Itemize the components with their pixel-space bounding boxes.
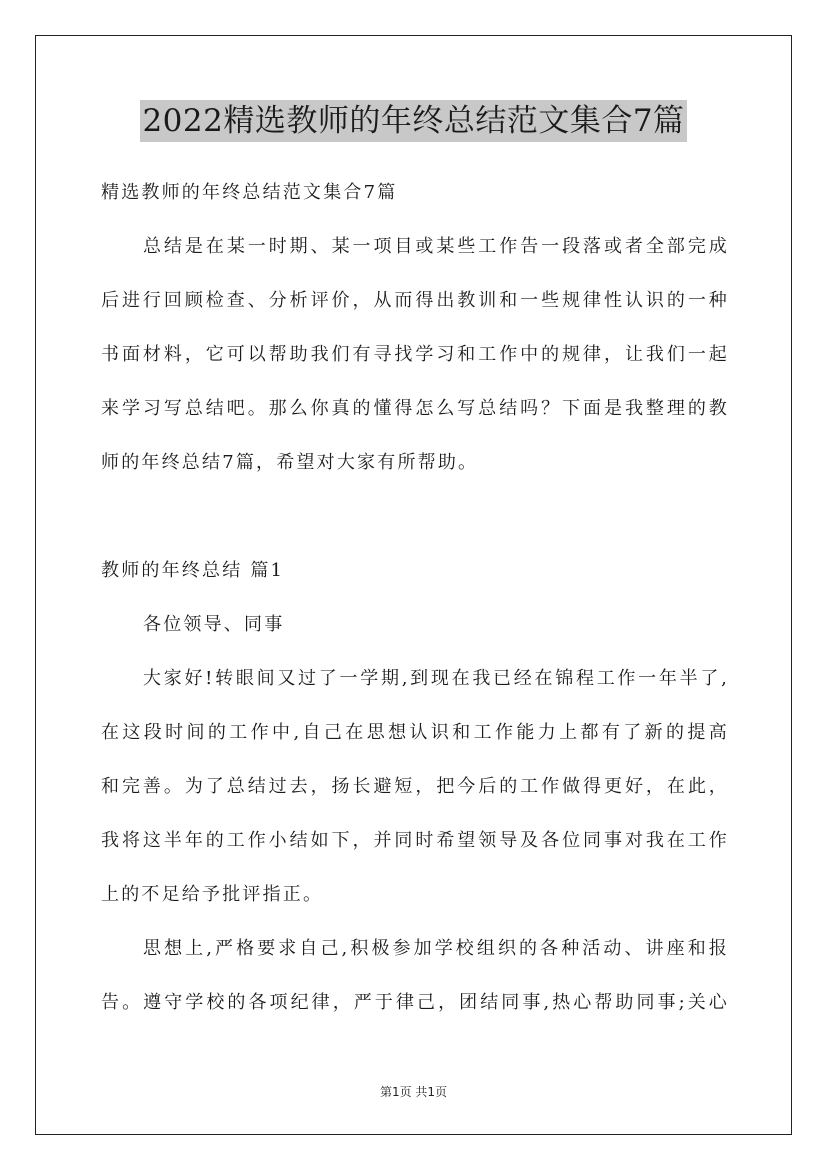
paragraph-line: 告。遵守学校的各项纪律，严于律己，团结同事,热心帮助同事;关心	[101, 992, 729, 1013]
salutation: 各位领导、同事	[143, 614, 285, 635]
intro-line: 总结是在某一时期、某一项目或某些工作告一段落或者全部完成	[143, 236, 729, 257]
document-subtitle: 精选教师的年终总结范文集合7篇	[101, 182, 398, 203]
document-body	[101, 175, 729, 1021]
paragraph-1	[101, 661, 729, 913]
intro-line: 后进行回顾检查、分析评价，从而得出教训和一些规律性认识的一种	[101, 290, 729, 311]
paragraph-line: 上的不足给予批评指正。	[101, 884, 324, 905]
intro-paragraph	[101, 229, 729, 481]
paragraph-line: 和完善。为了总结过去，扬长避短，把今后的工作做得更好，在此，	[101, 776, 729, 797]
page-footer: 第1页 共1页	[379, 1085, 448, 1099]
paragraph-line: 我将这半年的工作小结如下，并同时希望领导及各位同事对我在工作	[101, 830, 729, 851]
paragraph-line: 在这段时间的工作中,自己在思想认识和工作能力上都有了新的提高	[101, 722, 729, 743]
paragraph-2	[101, 931, 729, 1021]
paragraph-line: 大家好!转眼间又过了一学期,到现在我已经在锦程工作一年半了,	[143, 668, 729, 689]
paragraph-line: 思想上,严格要求自己,积极参加学校组织的各种活动、讲座和报	[143, 938, 729, 959]
intro-line: 书面材料，它可以帮助我们有寻找学习和工作中的规律，让我们一起	[101, 344, 729, 365]
intro-line: 师的年终总结7篇，希望对大家有所帮助。	[101, 452, 479, 473]
section-heading: 教师的年终总结 篇1	[101, 560, 285, 581]
intro-line: 来学习写总结吧。那么你真的懂得怎么写总结吗？下面是我整理的教	[101, 398, 729, 419]
document-title-wrap	[0, 100, 827, 142]
document-title: 2022精选教师的年终总结范文集合7篇	[140, 100, 686, 142]
